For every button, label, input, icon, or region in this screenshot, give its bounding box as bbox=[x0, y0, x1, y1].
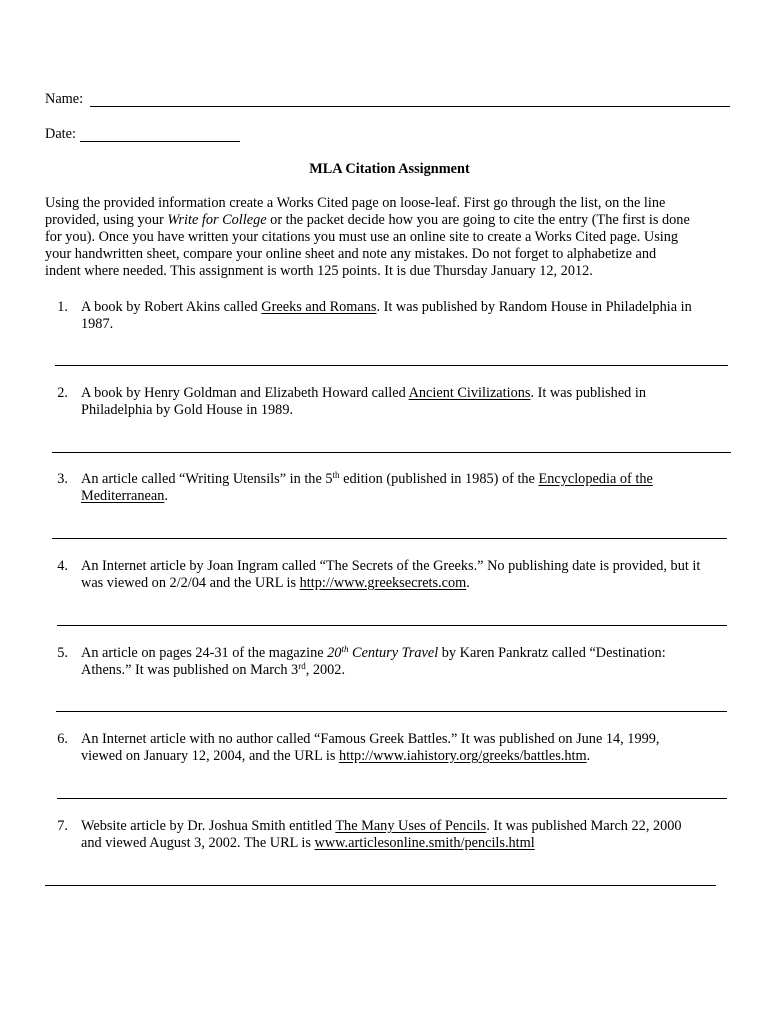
answer-line[interactable] bbox=[52, 452, 731, 453]
date-label: Date: bbox=[45, 126, 76, 142]
url-link[interactable]: http://www.greeksecrets.com bbox=[299, 575, 467, 591]
url-link[interactable]: http://www.iahistory.org/greeks/battles.htm bbox=[338, 748, 587, 764]
date-line[interactable] bbox=[80, 141, 240, 142]
answer-line[interactable] bbox=[56, 711, 727, 712]
name-label: Name: bbox=[45, 91, 84, 107]
name-line[interactable] bbox=[90, 106, 730, 107]
answer-line[interactable] bbox=[57, 798, 727, 799]
answer-line[interactable] bbox=[55, 365, 728, 366]
answer-line[interactable] bbox=[57, 625, 727, 626]
page-title: MLA Citation Assignment bbox=[309, 161, 470, 177]
answer-line[interactable] bbox=[52, 538, 727, 539]
answer-line[interactable] bbox=[45, 885, 716, 886]
url-link[interactable]: www.articlesonline.smith/pencils.html bbox=[314, 835, 535, 851]
